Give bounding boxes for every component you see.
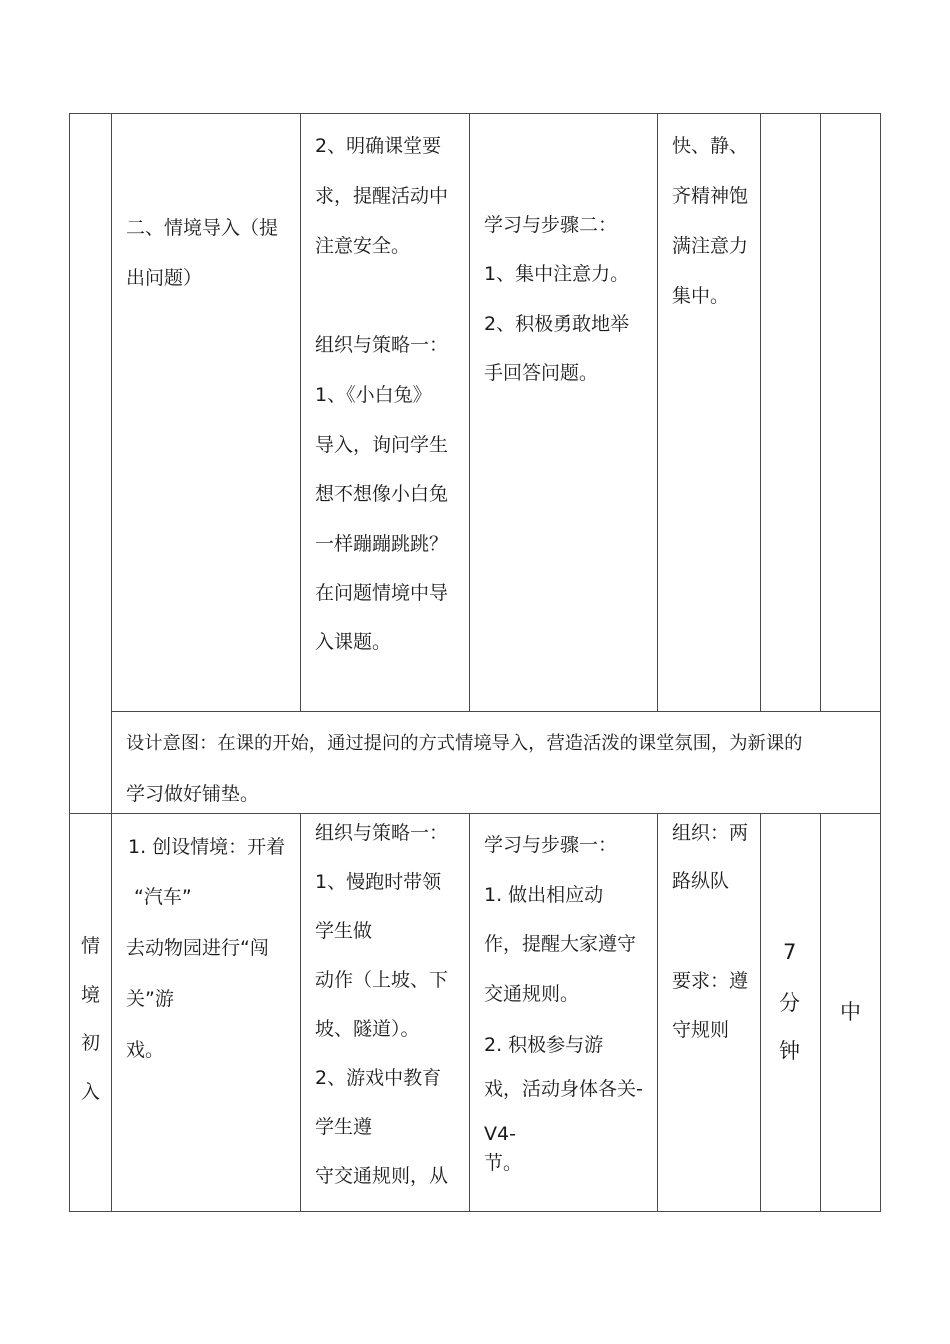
design-intent-line: 学习做好铺垫。 bbox=[126, 783, 260, 805]
col-divider-6 bbox=[820, 113, 821, 711]
cell-text: 去动物园进行“闯 bbox=[126, 937, 269, 959]
cell-text: 齐精神饱 bbox=[672, 185, 749, 207]
col-divider-4b bbox=[657, 813, 658, 1212]
cell-text: 戏，活动身体各关- bbox=[484, 1078, 643, 1100]
cell-text: 2、游戏中教育 bbox=[315, 1067, 442, 1089]
cell-text: 守规则 bbox=[672, 1019, 730, 1041]
cell-text: 导入，询问学生 bbox=[315, 434, 449, 456]
cell-text: 1、《小白兔》 bbox=[315, 384, 432, 406]
cell-text: 1. 创设情境：开着 bbox=[128, 836, 286, 858]
cell-text: 1、集中注意力。 bbox=[484, 263, 630, 285]
col-divider-3b bbox=[469, 813, 470, 1212]
stage-char: 入 bbox=[81, 1081, 101, 1103]
design-intent-top-border bbox=[111, 711, 881, 712]
cell-text: 学习与步骤二： bbox=[484, 214, 618, 236]
cell-text: 1. 做出相应动 bbox=[484, 884, 604, 906]
time-text: 分 bbox=[779, 991, 800, 1015]
cell-text: 坡、隧道）。 bbox=[315, 1018, 420, 1040]
cell-text: 集中。 bbox=[672, 285, 730, 307]
cell-text: 求，提醒活动中 bbox=[315, 185, 449, 207]
stage-char: 境 bbox=[81, 984, 101, 1006]
cell-text: V4- bbox=[484, 1123, 516, 1145]
cell-text: 组织与策略一： bbox=[315, 822, 449, 844]
cell-text: 满注意力 bbox=[672, 235, 749, 257]
cell-text: 2. 积极参与游 bbox=[484, 1034, 604, 1056]
col-divider-6b bbox=[820, 813, 821, 1212]
col-divider-5b bbox=[760, 813, 761, 1212]
cell-text: 戏。 bbox=[126, 1039, 165, 1061]
cell-text: 关”游 bbox=[126, 988, 174, 1010]
col-divider-3 bbox=[469, 113, 470, 711]
col-divider-1 bbox=[111, 113, 112, 1212]
cell-text: 手回答问题。 bbox=[484, 362, 599, 384]
col-divider-2 bbox=[300, 113, 301, 711]
cell-text: 动作（上坡、下 bbox=[315, 969, 449, 991]
cell-text: 出问题） bbox=[126, 267, 203, 289]
cell-text: 2、明确课堂要 bbox=[315, 135, 442, 157]
cell-text: 节。 bbox=[484, 1152, 523, 1174]
cell-text: 在问题情境中导 bbox=[315, 582, 449, 604]
intensity-text: 中 bbox=[840, 1000, 861, 1024]
cell-text: 交通规则。 bbox=[484, 983, 580, 1005]
col-divider-4 bbox=[657, 113, 658, 711]
cell-text: 学习与步骤一： bbox=[484, 834, 618, 856]
col-divider-5 bbox=[760, 113, 761, 711]
cell-text: 想不想像小白兔 bbox=[315, 483, 449, 505]
cell-text: 路纵队 bbox=[672, 870, 730, 892]
cell-text: 守交通规则，从 bbox=[315, 1165, 449, 1187]
cell-text: 入课题。 bbox=[315, 631, 392, 653]
cell-text: 1、慢跑时带领 bbox=[315, 871, 442, 893]
cell-text: 二、情境导入（提 bbox=[126, 217, 279, 239]
cell-text: 一样蹦蹦跳跳？ bbox=[315, 533, 449, 555]
cell-text: 作，提醒大家遵守 bbox=[484, 933, 637, 955]
cell-text: 学生做 bbox=[315, 920, 373, 942]
cell-text: 要求：遵 bbox=[672, 970, 749, 992]
cell-text: 快、静、 bbox=[672, 135, 749, 157]
cell-text: 学生遵 bbox=[315, 1116, 373, 1138]
table-left-border bbox=[69, 113, 70, 1212]
cell-text: 组织与策略一： bbox=[315, 334, 449, 356]
cell-text: 注意安全。 bbox=[315, 235, 411, 257]
design-intent-line: 设计意图：在课的开始，通过提问的方式情境导入，营造活泼的课堂氛围，为新课的 bbox=[126, 733, 803, 754]
cell-text: 2、积极勇敢地举 bbox=[484, 313, 630, 335]
col-divider-2b bbox=[300, 813, 301, 1212]
stage-char: 情 bbox=[81, 935, 101, 957]
cell-text: 组织：两 bbox=[672, 822, 749, 844]
time-text: 钟 bbox=[779, 1039, 800, 1063]
cell-text: “汽车” bbox=[134, 886, 192, 908]
time-text: 7 bbox=[783, 940, 797, 964]
table-right-border bbox=[880, 113, 881, 1212]
stage-char: 初 bbox=[81, 1032, 101, 1054]
